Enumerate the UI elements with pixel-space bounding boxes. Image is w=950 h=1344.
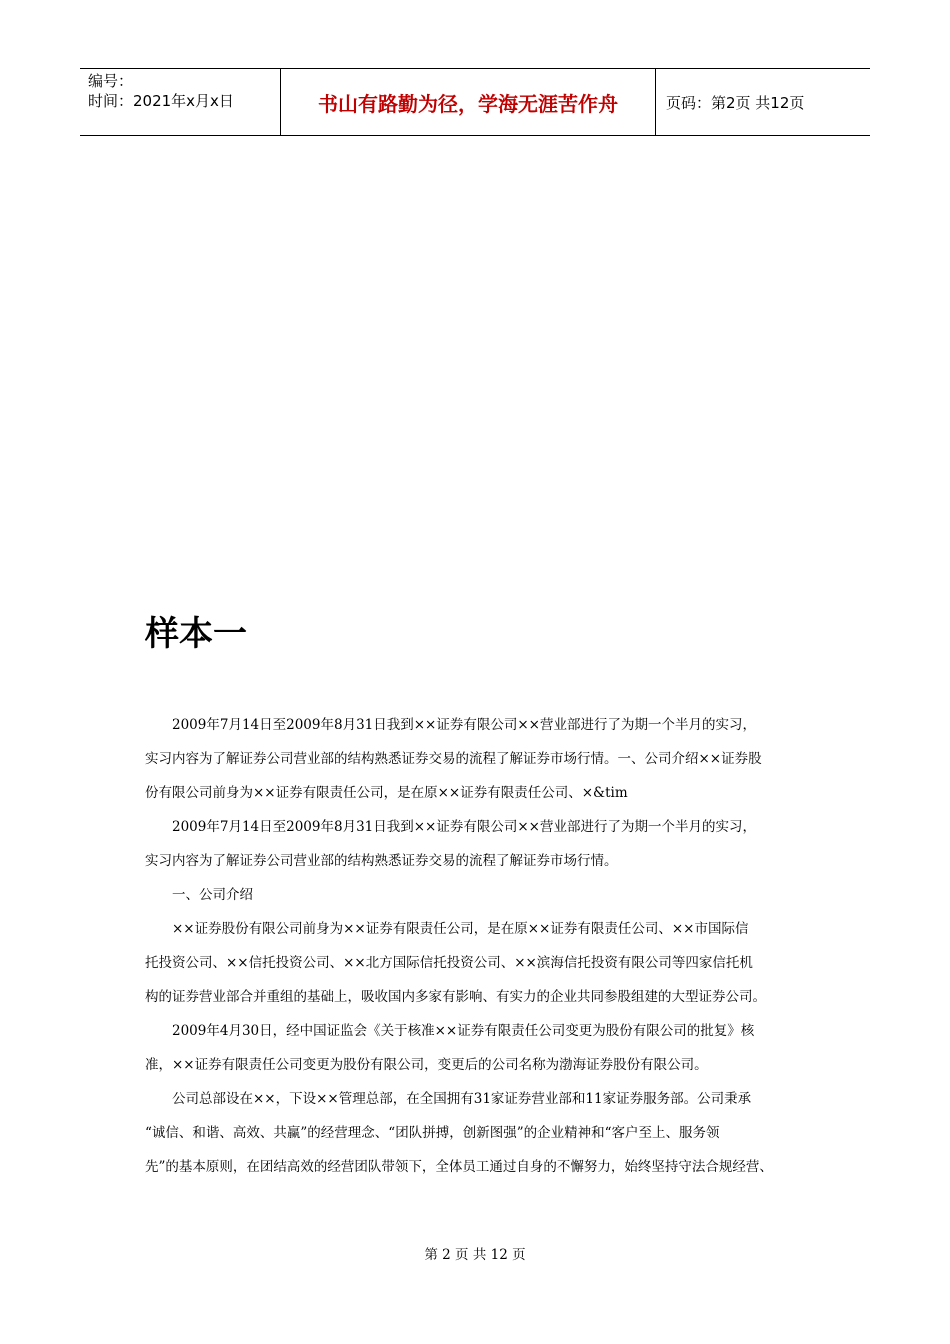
body-line: 构的证券营业部合并重组的基础上，吸收国内多家有影响、有实力的企业共同参股组建的大型证券公司。: [145, 989, 766, 1005]
body-line: 先”的基本原则，在团结高效的经营团队带领下，全体员工通过自身的不懈努力，始终坚持守法合规经营、: [145, 1159, 773, 1175]
header-motto: 书山有路勤为径，学海无涯苦作舟: [281, 69, 656, 135]
body-line: 实习内容为了解证券公司营业部的结构熟悉证券交易的流程了解证券市场行情。: [145, 853, 618, 869]
body-line: 托投资公司、××信托投资公司、××北方国际信托投资公司、××滨海信托投资有限公司等四家信托机: [145, 955, 753, 971]
body-line: 公司总部设在××，下设××管理总部，在全国拥有31家证券营业部和11家证券服务部。公司秉承: [172, 1091, 752, 1107]
body-line: 实习内容为了解证券公司营业部的结构熟悉证券交易的流程了解证券市场行情。一、公司介绍××证券股: [145, 751, 762, 767]
page-header: [80, 68, 870, 136]
body-line: 准，××证券有限责任公司变更为股份有限公司，变更后的公司名称为渤海证券股份有限公司。: [145, 1057, 708, 1073]
body-line: ××证券股份有限公司前身为××证券有限责任公司，是在原××证券有限责任公司、××市国际信: [172, 921, 749, 937]
body-line: 2009年4月30日，经中国证监会《关于核准××证券有限责任公司变更为股份有限公司的批复》核: [172, 1023, 755, 1039]
document-title: 样本一: [145, 614, 247, 654]
body-line: 2009年7月14日至2009年8月31日我到××证券有限公司××营业部进行了为期一个半月的实习，: [172, 819, 756, 835]
document-body: [145, 708, 825, 1184]
body-line: 份有限公司前身为××证券有限责任公司，是在原××证券有限责任公司、×&tim: [145, 785, 628, 801]
header-page-label: 页码：第2页 共12页: [666, 93, 805, 112]
number-label: 编号：: [88, 72, 134, 90]
page-footer: 第 2 页 共 12 页: [424, 1247, 526, 1263]
body-line: 2009年7月14日至2009年8月31日我到××证券有限公司××营业部进行了为期一个半月的实习，: [172, 717, 756, 733]
section-heading: 一、公司介绍: [172, 887, 253, 903]
time-label: 时间：2021年x月x日: [88, 92, 234, 110]
body-line: “诚信、和谐、高效、共赢”的经营理念、“团队拼搏，创新图强”的企业精神和“客户至上、服务领: [145, 1125, 720, 1141]
header-meta: [80, 69, 281, 135]
